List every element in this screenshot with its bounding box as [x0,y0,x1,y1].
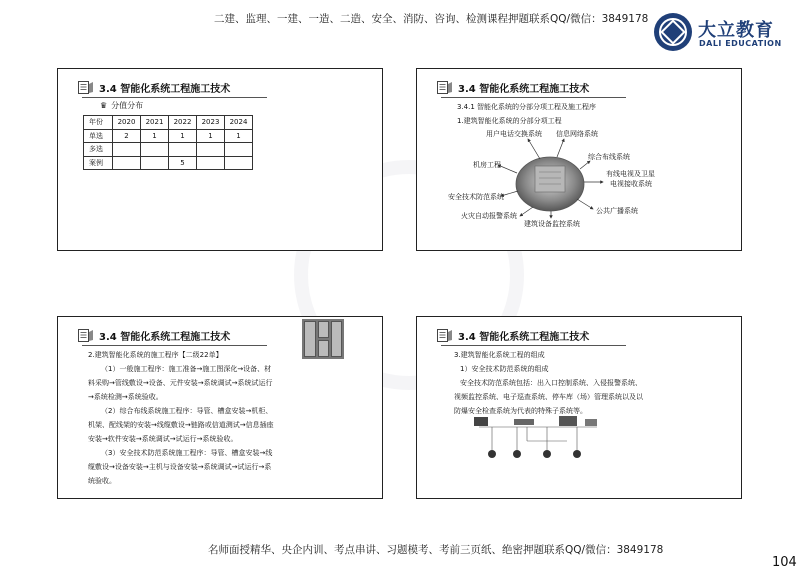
text-line: 防爆安全检查系统为代表的特殊子系统等。 [454,407,587,415]
text-line: 3.建筑智能化系统工程的组成 [454,351,545,359]
camera-icon [488,450,496,458]
table-cell: 2024 [225,116,253,130]
brand-name: 大立教育 [698,20,774,41]
slide-title: 3.4 智能化系统工程施工技术 [78,79,230,95]
slide-score-distribution [57,68,383,251]
camera-icon [543,450,551,458]
text-line: （2）综合布线系统施工程序：导管、槽盒安装→机柜、 [101,407,273,415]
slide-security-system [416,316,742,499]
table-row [84,143,253,157]
text-line: 统验收。 [88,477,116,485]
footer-contact-text: 名师面授精华、央企内训、考点串讲、习题模考、考前三页纸、绝密押题联系QQ/微信：3849178 [208,544,664,556]
text-line: 2.建筑智能化系统的施工程序【二级22单】 [88,351,223,359]
arrow-broadcast [577,199,593,209]
slide-subsystems-diagram [416,68,742,251]
score-table [83,115,253,170]
text-line: （3）安全技术防范系统施工程序：导管、槽盒安装→线 [101,449,273,457]
crown-icon: ♛ [100,101,108,110]
arrow-fire-alarm [520,207,533,216]
procedure-text [88,348,274,488]
table-cell: 1 [225,129,253,143]
label-cable-tv-2: 电视接收系统 [610,180,652,188]
brand-logo [654,13,794,57]
text-line: 安装→软件安装→系统调试→试运行→系统验收。 [88,435,238,443]
security-network-diagram [417,317,742,499]
brand-seal-icon [654,13,692,51]
book-icon [78,81,94,94]
table-cell: 年份 [84,116,113,130]
title-underline [82,97,267,98]
table-cell [225,156,253,170]
text-line: 料采购→管线敷设→设备、元件安装→系统调试→系统试运行 [88,379,273,387]
table-cell: 2022 [169,116,197,130]
table-cell [197,156,225,170]
section-heading: 3.4.1 智能化系统的分部分项工程及施工程序 [457,103,597,111]
label-cabling: 综合布线系统 [588,153,630,161]
table-cell: 案例 [84,156,113,170]
table-cell: 5 [169,156,197,170]
slide-title: 3.4 智能化系统工程施工技术 [437,327,589,343]
section-subheading: 1.建筑智能化系统的分部分项工程 [457,117,562,125]
arrow-cabling [580,161,590,169]
label-bas: 建筑设备监控系统 [524,220,580,228]
arrow-info-network [557,139,564,157]
building-facade [535,166,565,192]
table-cell: 1 [169,129,197,143]
table-cell: 1 [197,129,225,143]
table-cell: 2021 [141,116,169,130]
switch-icon [514,419,534,425]
slide-title: 3.4 智能化系统工程施工技术 [437,79,589,95]
camera-icon [513,450,521,458]
table-cell: 1 [141,129,169,143]
table-cell: 单选 [84,129,113,143]
table-cell [225,143,253,157]
text-line: →系统检测→系统验收。 [88,393,163,401]
table-cell [197,143,225,157]
label-machine-room: 机房工程 [473,161,501,169]
server-icon [559,416,577,426]
text-line: 缆敷设→设备安装→主机与设备安装→系统调试→试运行→系 [88,463,272,471]
label-fire-alarm: 火灾自动报警系统 [461,212,517,220]
brand-subtitle: DALI EDUCATION [699,39,782,48]
table-cell [141,143,169,157]
slide-title: 3.4 智能化系统工程施工技术 [78,327,230,343]
text-line: （1）一般施工程序：施工准备→施工图深化→设备、材 [101,365,272,373]
table-cell [113,156,141,170]
table-cell: 多选 [84,143,113,157]
book-icon [78,329,94,342]
table-cell: 2 [113,129,141,143]
table-cell [141,156,169,170]
slide-construction-procedure [57,316,383,499]
label-security-system: 安全技术防范系统 [448,193,504,201]
text-line: 安全技术防范系统包括：出入口控制系统、入侵报警系统、 [460,379,642,387]
equipment-photo-strip [302,319,344,359]
title-underline [82,345,267,346]
monitor-icon [474,417,488,426]
table-row [84,156,253,170]
label-cable-tv-1: 有线电视及卫星 [606,170,655,178]
text-line: 视频监控系统、电子巡查系统、停车库（场）管理系统以及以 [454,393,643,401]
label-broadcast: 公共广播系统 [596,207,638,215]
table-cell [113,143,141,157]
text-line: 1）安全技术防范系统的组成 [460,365,549,373]
score-subheading: ♛ 分值分布 [100,101,144,110]
label-telephone-system: 用户电话交换系统 [486,130,542,138]
table-cell: 2023 [197,116,225,130]
page-number: 104 [772,555,797,566]
header-contact-text: 二建、监理、一建、一造、二造、安全、消防、咨询、检测课程押题联系QQ/微信：3849178 [214,13,649,25]
recorder-icon [585,419,597,426]
text-line: 机架、配线架的安装→线缆敷设→链路或信道测试→信息插座 [88,421,274,429]
table-cell [169,143,197,157]
camera-icon [573,450,581,458]
table-header-row [84,116,253,130]
table-row [84,129,253,143]
label-info-network: 信息网络系统 [556,130,598,138]
arrow-telephone [528,139,540,159]
table-cell: 2020 [113,116,141,130]
